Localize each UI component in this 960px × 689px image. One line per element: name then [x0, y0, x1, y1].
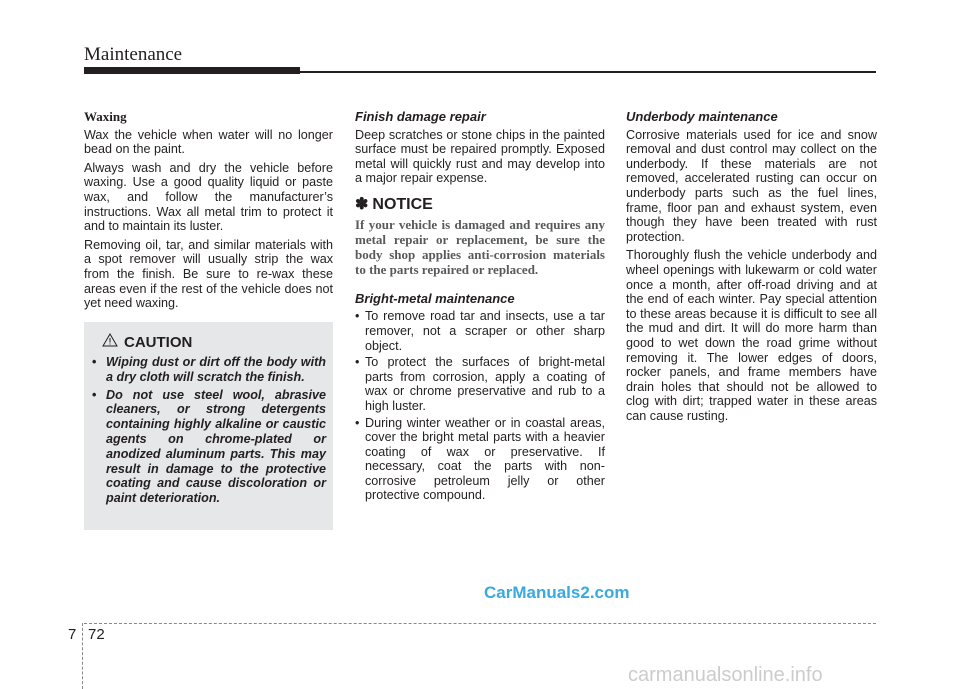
column-right	[626, 110, 877, 427]
bullet-marker: •	[92, 387, 97, 402]
warning-triangle-icon	[102, 333, 118, 352]
waxing-paragraph: Removing oil, tar, and similar materials with a spot remover will usually strip the wax from the finish. Be sure to re-wax these areas even if the rest of the vehicle does not yet need waxing.	[84, 237, 333, 311]
notice-header	[355, 195, 605, 213]
bright-metal-heading: Bright-metal maintenance	[355, 290, 515, 306]
page-header-title: Maintenance	[84, 44, 183, 65]
caution-item: • Do not use steel wool, abrasive cleaners, or strong detergents containing highly alkaline or caustic agents on chrome-plated or anodized aluminum parts. This may result in damage to the protective coating and cause discoloration or paint deterioration.	[92, 387, 326, 506]
list-item: • To remove road tar and insects, use a tar remover, not a scraper or other sharp object.	[355, 309, 605, 353]
underbody-heading: Underbody maintenance	[626, 109, 778, 124]
bullet-marker: •	[92, 355, 97, 369]
site-watermark: carmanualsonline.info	[628, 664, 823, 686]
notice-title: NOTICE	[372, 195, 433, 213]
finish-damage-heading: Finish damage repair	[355, 109, 486, 124]
waxing-heading: Waxing	[84, 109, 127, 124]
caution-box	[84, 322, 333, 530]
list-item: • To protect the surfaces of bright-metal parts from corrosion, apply a coating of wax or chrome preservative and rub to a high luster.	[355, 355, 605, 413]
bullet-marker: •	[355, 355, 360, 370]
footer-rule	[84, 623, 876, 624]
column-middle	[355, 110, 605, 505]
bullet-marker: •	[355, 415, 360, 430]
underbody-paragraph: Corrosive materials used for ice and snow removal and dust control may collect on the underbody. If these materials are not removed, accelerated rusting can occur on underbody parts such as the fuel lines, frame, floor pan and exhaust system, even though they have been treated with rust protection.	[626, 127, 877, 244]
waxing-paragraph: Wax the vehicle when water will no longer bead on the paint.	[84, 127, 333, 157]
notice-star-icon: ✽	[355, 195, 369, 213]
bullet-marker: •	[355, 309, 360, 324]
header-rule-thick	[84, 67, 300, 74]
watermark-link[interactable]: CarManuals2.com	[484, 583, 630, 602]
caution-item: • Wiping dust or dirt off the body with a dry cloth will scratch the finish.	[92, 355, 326, 384]
caution-title: CAUTION	[124, 334, 193, 351]
header-rule-thin	[300, 71, 876, 73]
list-item: • During winter weather or in coastal areas, cover the bright metal parts with a heavier coating of wax or preservative. If necessary, coat the parts with non-corrosive petroleum jelly or other protective compound.	[355, 415, 605, 503]
footer-divider	[82, 623, 83, 689]
column-left	[84, 110, 333, 315]
page-number: 72	[88, 626, 105, 643]
waxing-paragraph: Always wash and dry the vehicle before waxing. Use a good quality liquid or paste wax, and follow the manufacturer’s instructions. Wax all metal trim to protect it and to maintain its luster.	[84, 160, 333, 234]
bright-metal-list	[355, 309, 605, 503]
underbody-paragraph: Thoroughly flush the vehicle underbody and wheel openings with lukewarm or cold water once a month, after off-road driving and at the end of each winter. Pay special attention to these areas because it is difficult to see all the mud and dirt. It will do more harm than good to wet down the road grime without removing it. The lower edges of doors, rocker panels, and frame members have drain holes that should not be allowed to clog with dirt; trapped water in these areas can cause rusting.	[626, 248, 877, 423]
caution-list	[92, 355, 326, 509]
caution-header	[102, 333, 192, 352]
chapter-number: 7	[68, 626, 77, 643]
notice-text: If your vehicle is damaged and requires any metal repair or replacement, be sure the body shop applies anti-corrosion materials to the parts repaired or replaced.	[355, 216, 605, 278]
finish-damage-paragraph: Deep scratches or stone chips in the painted surface must be repaired promptly. Exposed metal will quickly rust and may develop into a major repair expense.	[355, 127, 605, 186]
